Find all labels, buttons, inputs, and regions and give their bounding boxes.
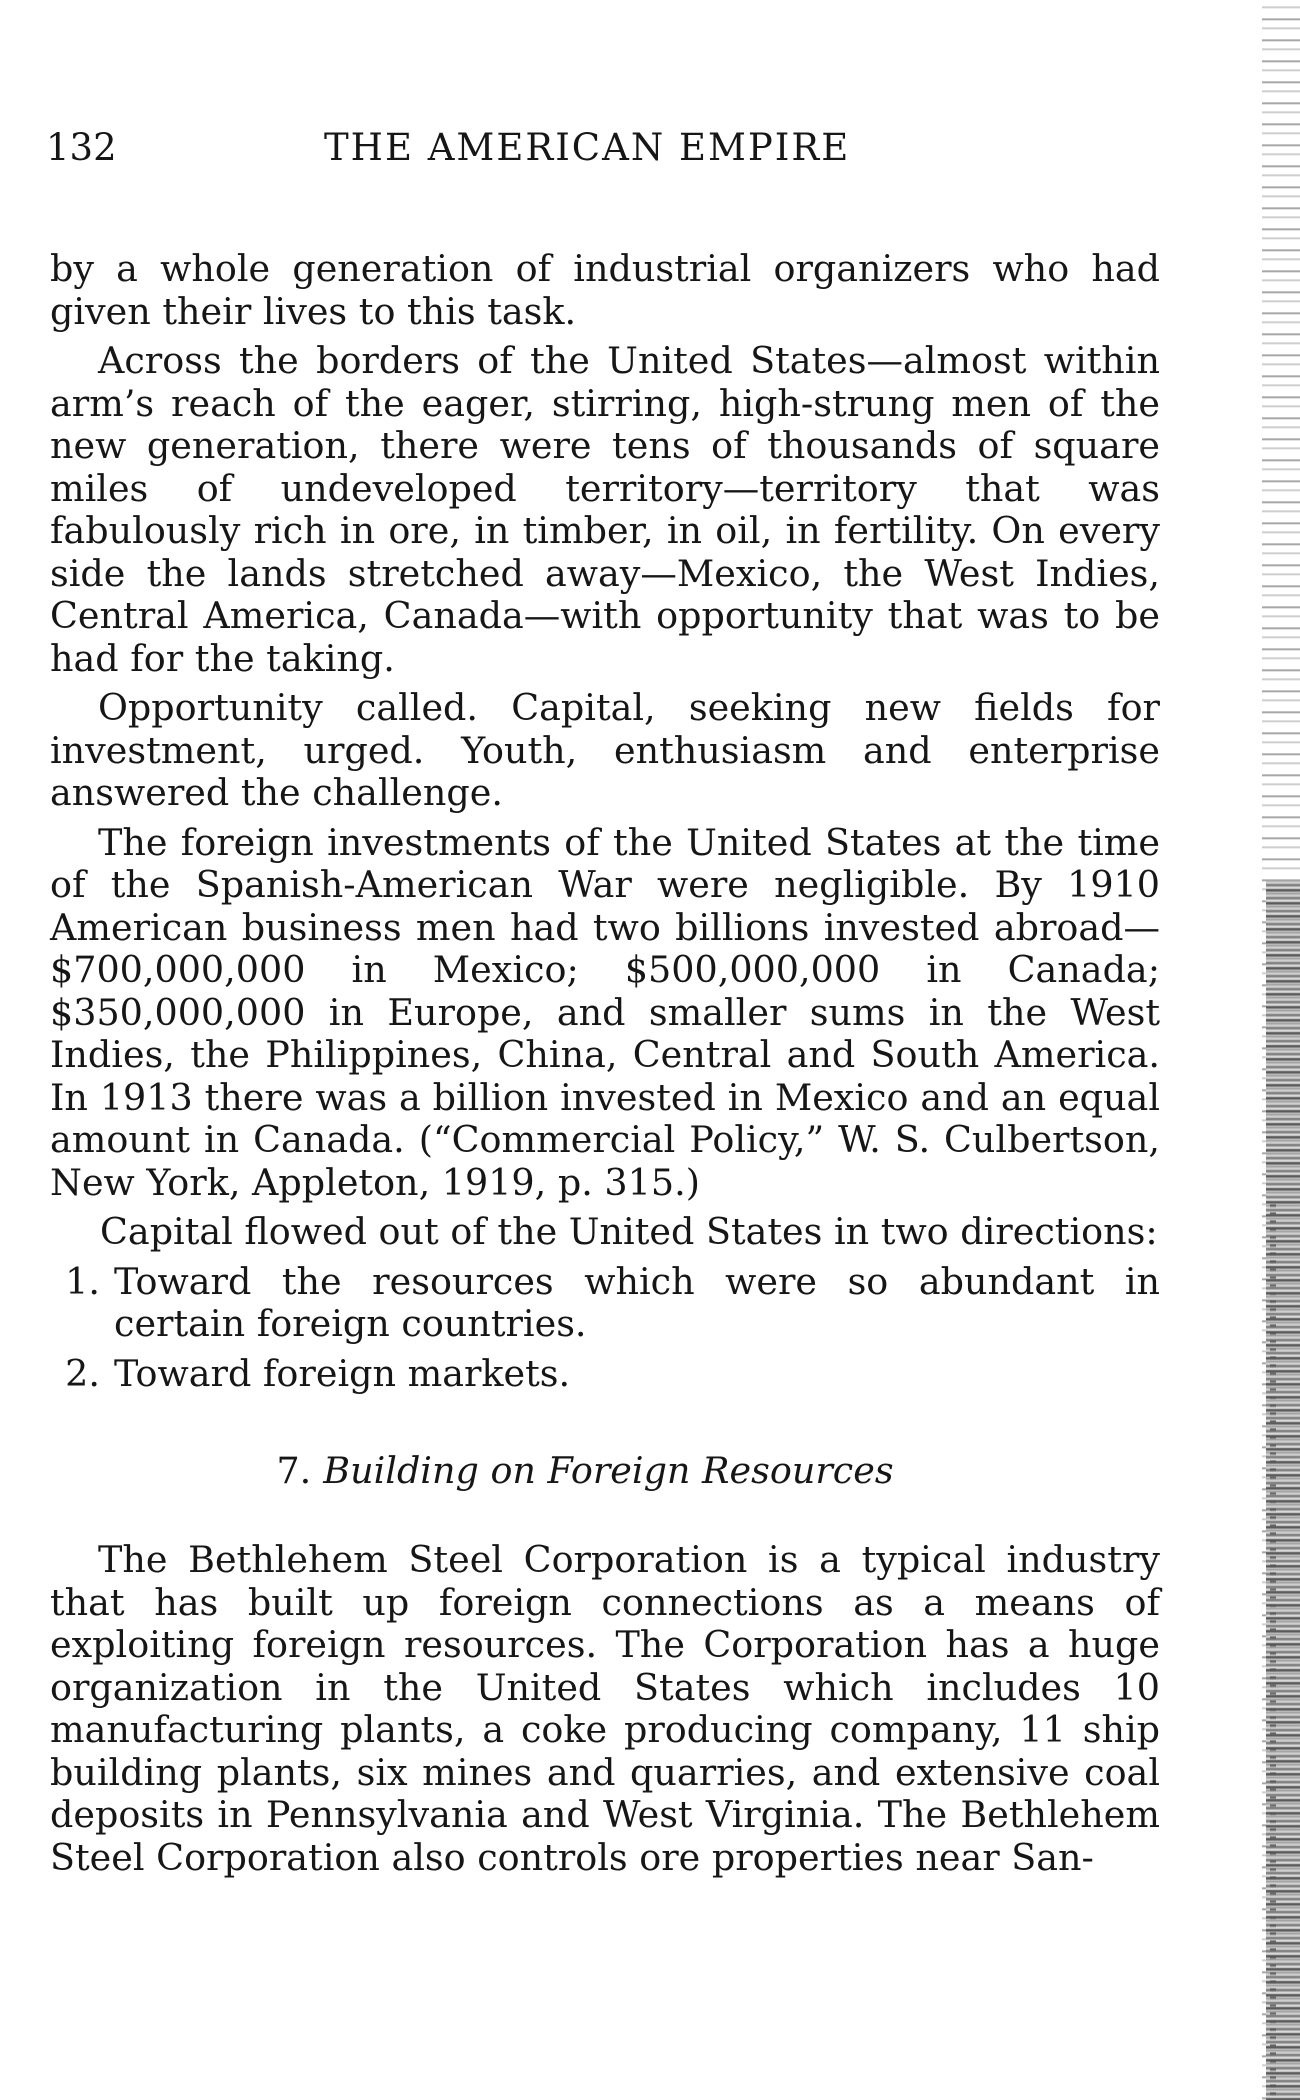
list-marker: 1. bbox=[65, 1259, 100, 1303]
list-marker: 2. bbox=[65, 1351, 100, 1395]
list-item-text: Toward foreign markets. bbox=[114, 1351, 571, 1395]
list-item-text: Toward the resources which were so abundant in certain foreign countries. bbox=[114, 1259, 1160, 1345]
scan-binding-edge bbox=[1262, 0, 1300, 2100]
section-title: Building on Foreign Resources bbox=[323, 1449, 894, 1492]
list-intro: Capital flowed out of the United States in two directions: bbox=[100, 1210, 1158, 1253]
section-number: 7. bbox=[276, 1449, 312, 1492]
directions-list bbox=[50, 1261, 1160, 1396]
running-head: THE AMERICAN EMPIRE bbox=[324, 126, 851, 169]
section-heading bbox=[50, 1449, 1160, 1493]
body-text bbox=[50, 248, 1160, 1886]
paragraph-bethlehem-steel: The Bethlehem Steel Corporation is a typical industry that has built up foreign connections as a means of exploiting foreign resources. The Corporation has a huge organization in the United States which includes 10 manufacturing plants, a coke producing company, 11 ship building plants, six mines and quarries, and extensive coal deposits in Pennsylvania and West Virginia. The Bethlehem Steel Corporation also controls ore properties near San- bbox=[50, 1538, 1160, 1879]
paragraph-continuation: by a whole generation of industrial organizers who had given their lives to this task. bbox=[50, 247, 1160, 333]
paragraph-borders: Across the borders of the United States—almost within arm’s reach of the eager, stirring, high-strung men of the new generation, there were tens of thousands of square miles of undeveloped territory—territory that was fabulously rich in ore, in timber, in oil, in fertility. On every side the lands stretched away—Mexico, the West Indies, Central America, Canada—with opportunity that was to be had for the taking. bbox=[50, 339, 1160, 680]
list-item bbox=[50, 1261, 1160, 1346]
paragraph-foreign-investments: The foreign investments of the United States at the time of the Spanish-American War were negligible. By 1910 American business men had two billions invested abroad—$700,000,000 in Mexico; $500,000,000 in Canada; $350,000,000 in Europe, and smaller sums in the West Indies, the Philippines, China, Central and South America. In 1913 there was a billion invested in Mexico and an equal amount in Canada. (“Commercial Policy,” W. S. Culbertson, New York, Appleton, 1919, p. 315.) bbox=[50, 820, 1160, 1204]
page-number: 132 bbox=[46, 126, 117, 169]
list-item bbox=[50, 1353, 1160, 1396]
page-header bbox=[46, 122, 1166, 174]
paragraph-opportunity: Opportunity called. Capital, seeking new fields for investment, urged. Youth, enthusiasm and enterprise answered the challenge. bbox=[50, 686, 1160, 814]
